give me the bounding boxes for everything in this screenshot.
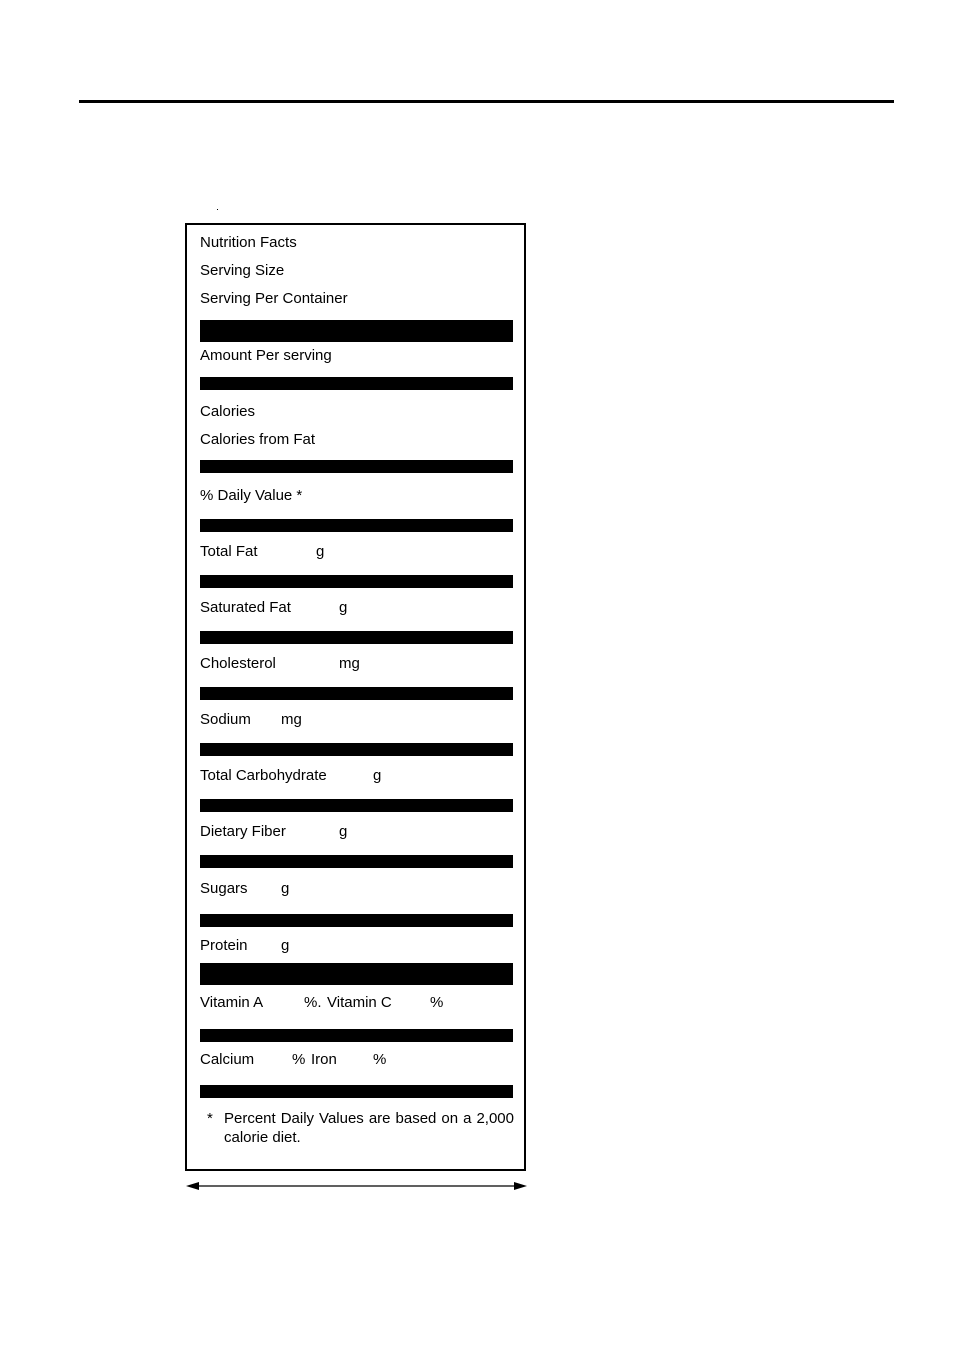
thick-divider [200,320,513,342]
divider [200,914,513,927]
stray-dot [217,209,218,210]
nutrient-unit: g [339,823,348,840]
label-title: Nutrition Facts [200,234,297,251]
daily-value-header: % Daily Value * [200,487,303,504]
label-width-arrow [186,1180,527,1192]
divider [200,575,513,588]
nutrient-unit: g [281,880,290,897]
vitamin-c-unit: % [430,994,444,1011]
footnote-text: Percent Daily Values are based on a 2,000 calorie diet. [224,1110,514,1146]
divider [200,1085,513,1098]
nutrient-unit: mg [281,711,302,728]
footnote-star: * [207,1110,213,1127]
divider [200,687,513,700]
divider [200,631,513,644]
nutrient-unit: g [373,767,382,784]
divider [200,519,513,532]
nutrient-name: Total Carbohydrate [200,767,327,784]
top-rule [79,100,894,103]
nutrient-name: Total Fat [200,543,258,560]
nutrient-name: Dietary Fiber [200,823,286,840]
thick-divider [200,963,513,985]
nutrient-name: Cholesterol [200,655,276,672]
iron-label: Iron [311,1051,337,1068]
servings-per-container: Serving Per Container [200,290,348,307]
divider [200,377,513,390]
amount-per-serving: Amount Per serving [200,347,332,364]
nutrient-unit: g [281,937,290,954]
nutrient-name: Protein [200,937,248,954]
nutrient-name: Saturated Fat [200,599,291,616]
nutrient-unit: g [339,599,348,616]
divider [200,460,513,473]
nutrient-unit: g [316,543,325,560]
nutrient-name: Sugars [200,880,248,897]
calcium-label: Calcium [200,1051,255,1068]
divider [200,743,513,756]
vitamin-a-unit: %. [304,994,322,1011]
vitamin-c-label: Vitamin C [327,994,392,1011]
iron-unit: % [373,1051,387,1068]
vitamin-a-label: Vitamin A [200,994,264,1011]
divider [200,1029,513,1042]
divider [200,799,513,812]
calories-from-fat: Calories from Fat [200,431,316,448]
serving-size: Serving Size [200,262,285,279]
calcium-unit: % [292,1051,306,1068]
nutrient-unit: mg [339,655,360,672]
nutrition-label [185,223,526,1171]
nutrient-name: Sodium [200,711,251,728]
calories: Calories [200,403,256,420]
divider [200,855,513,868]
